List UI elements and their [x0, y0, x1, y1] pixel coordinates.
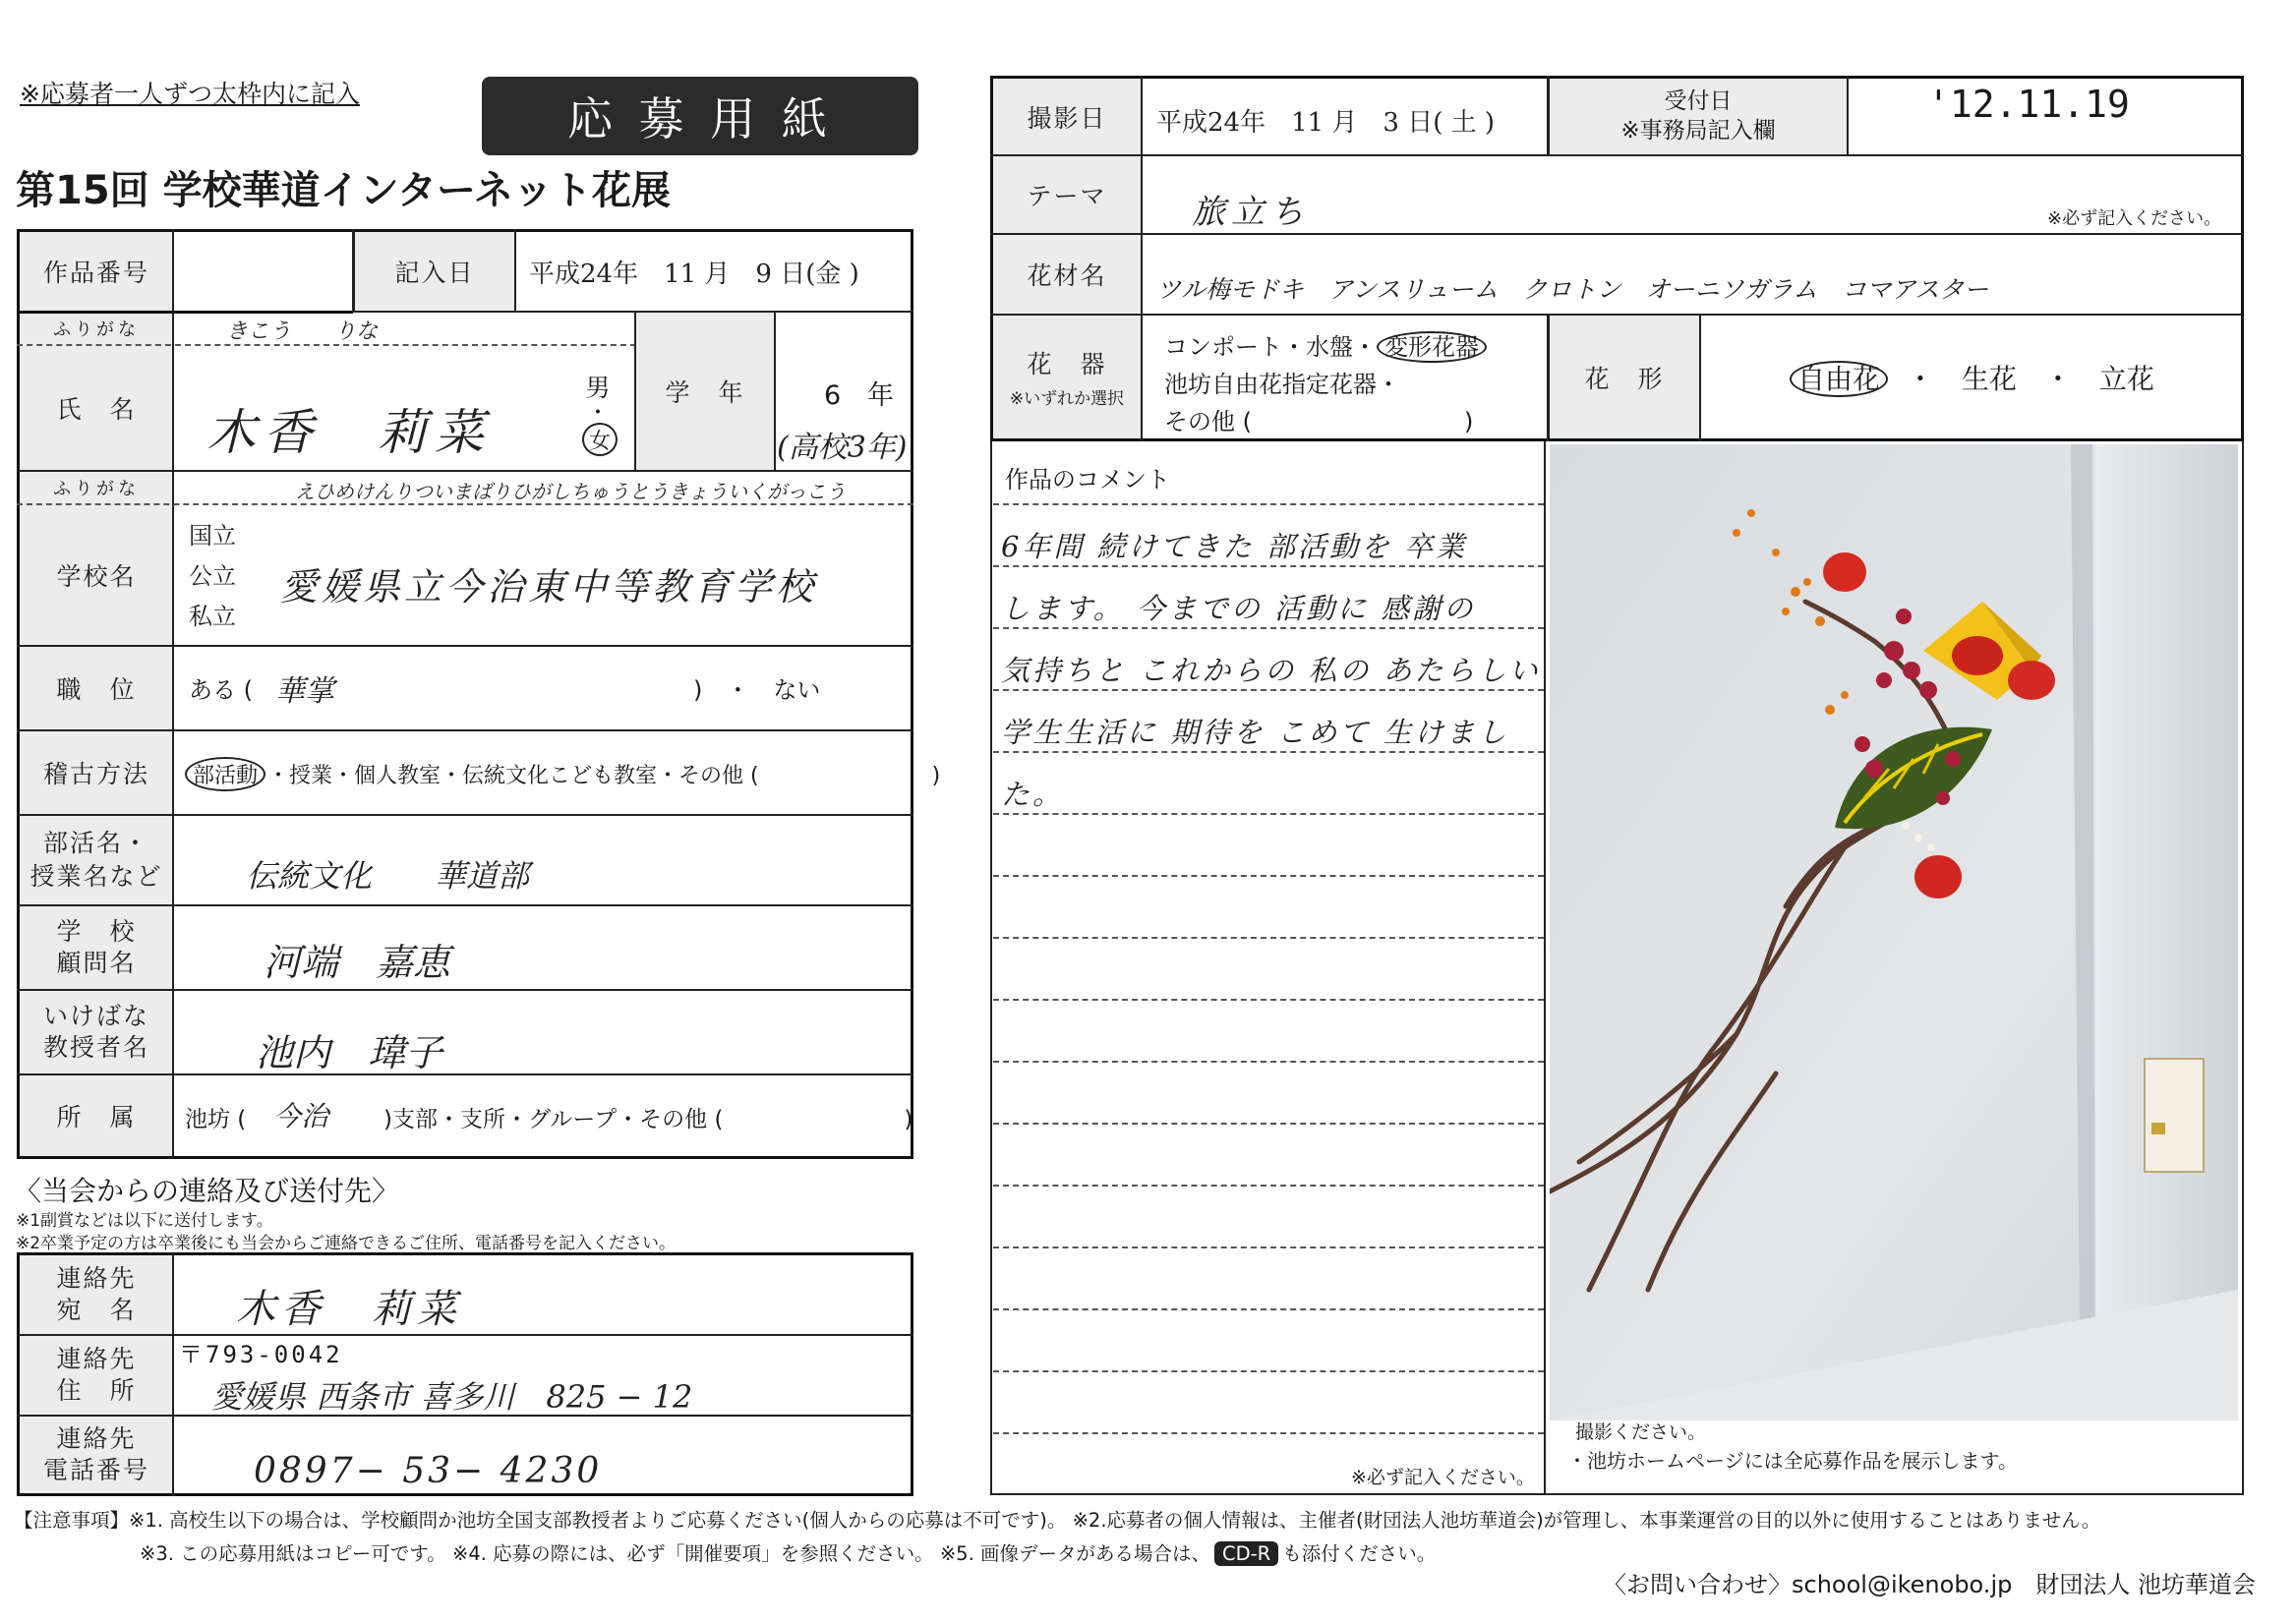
comment-ruled-line: [993, 627, 1544, 629]
vessel-opt-1a[interactable]: コンポート・水盤・: [1164, 333, 1377, 361]
footer-note-label: 【注意事項】: [14, 1509, 130, 1532]
club-label-line1: 部活名・: [42, 829, 149, 857]
contact-name-label-line1: 連絡先: [56, 1264, 137, 1293]
theme-label: テーマ: [993, 156, 1141, 233]
photo-note-2: ・池坊ホームページには全応募作品を展示します。: [1567, 1449, 2018, 1473]
comment-ruled-line: [993, 1246, 1544, 1248]
footer-notes: [14, 1504, 2100, 1571]
material-label: 花材名: [993, 235, 1141, 314]
advisor-label-line1: 学 校: [56, 917, 137, 946]
comment-ruled-line: [993, 1185, 1544, 1187]
photo-date-label: 撮影日: [993, 79, 1141, 155]
theme-value[interactable]: 旅立ち: [1192, 193, 1310, 232]
practice-circled[interactable]: 部活動: [185, 757, 265, 791]
contact-addr-label-line1: 連絡先: [56, 1345, 137, 1373]
contact-note-2: ※2卒業予定の方は卒業後にも当会からご連絡できるご住所、電話番号を記入ください。: [16, 1234, 677, 1253]
school-value[interactable]: 愛媛県立今治東中等教育学校: [280, 565, 818, 609]
affiliation-suffix[interactable]: )支部・支所・グループ・その他 ( ): [383, 1107, 913, 1132]
contact-note-1: ※1副賞などは以下に送付します。: [16, 1211, 273, 1231]
affiliation-value[interactable]: 今治: [273, 1100, 329, 1132]
comment-ruled-line: [993, 689, 1544, 691]
furigana-label-2: ふりがな: [53, 479, 140, 499]
cd-r-badge: CD-R: [1214, 1541, 1278, 1566]
contact-tel-label-line2: 電話番号: [42, 1456, 149, 1484]
contact-name-label-line2: 宛 名: [56, 1296, 137, 1324]
work-no-label: 作品番号: [42, 259, 149, 287]
style-rest[interactable]: ・ 生花 ・ 立花: [1906, 363, 2154, 395]
vessel-sub-label: ※いずれか選択: [1009, 389, 1125, 409]
comment-ruled-line: [993, 937, 1544, 939]
style-label: 花 形: [1550, 316, 1699, 438]
vessel-opt-3[interactable]: その他 ( ): [1164, 408, 1474, 435]
club-value[interactable]: 伝統文化 華道部: [246, 857, 530, 895]
work-no-field[interactable]: [175, 232, 352, 311]
vessel-opt-1b[interactable]: 変形花器: [1377, 331, 1487, 363]
event-title: 第15回 学校華道インターネット花展: [16, 168, 671, 213]
comment-ruled-line: [993, 875, 1544, 877]
footer-note-2a: ※3. この応募用紙はコピー可です。 ※4. 応募の際には、必ず「開催要項」を参照ください。 ※5. 画像データがある場合は、: [140, 1542, 1210, 1565]
entry-date-label: 記入日: [355, 232, 514, 311]
advisor-value[interactable]: 河端 嘉恵: [264, 941, 451, 984]
vessel-label: 花 器: [1027, 350, 1107, 378]
gender-female[interactable]: 女: [582, 423, 618, 456]
theme-required-note: ※必ず記入ください。: [2047, 208, 2222, 229]
comment-ruled-line: [993, 999, 1544, 1001]
comment-ruled-line: [993, 1432, 1544, 1434]
comment-ruled-line: [993, 813, 1544, 815]
position-yes[interactable]: ある (: [189, 676, 253, 704]
club-label-line2: 授業名など: [29, 862, 163, 891]
style-circled[interactable]: 自由花: [1790, 361, 1888, 397]
contact-name-label: [20, 1255, 173, 1334]
material-value[interactable]: ツル梅モドキ アンスリューム クロトン オーニソガラム コマアスター: [1156, 275, 1989, 304]
name-furigana[interactable]: きこう りな: [226, 319, 379, 344]
comment-ruled-line: [993, 751, 1544, 753]
teacher-value[interactable]: 池内 瑋子: [256, 1031, 443, 1074]
comment-line[interactable]: します。 今までの 活動に 感謝の: [1001, 592, 1476, 625]
comment-ruled-line: [993, 503, 1544, 505]
school-label: 学校名: [56, 562, 137, 591]
footer-note-2b: も添付ください。: [1282, 1542, 1437, 1565]
comment-line[interactable]: 6年間 続けてきた 部活動を 卒業: [1001, 530, 1468, 563]
comment-ruled-line: [993, 1123, 1544, 1125]
school-type-private[interactable]: 私立: [189, 603, 236, 630]
vessel-options: [1164, 328, 1487, 440]
form-title-badge: 応 募 用 紙: [482, 77, 918, 155]
practice-options[interactable]: ・授業・個人教室・伝統文化こども教室・その他 ( ): [267, 764, 941, 788]
tel-value[interactable]: 0897− 53− 4230: [254, 1451, 603, 1491]
received-label-line2: ※事務局記入欄: [1620, 118, 1776, 144]
comment-ruled-line: [993, 1061, 1544, 1063]
top-note: ※応募者一人ずつ太枠内に記入: [20, 80, 360, 108]
comment-ruled-line: [993, 565, 1544, 567]
grade-value[interactable]: 6 年: [824, 380, 895, 411]
position-no[interactable]: ) ・ ない: [693, 676, 821, 704]
received-label-line1: 受付日: [1664, 88, 1733, 114]
comment-line[interactable]: 学生生活に 期待を こめて 生けまし: [1001, 716, 1509, 749]
arrangement-image: [1550, 444, 2238, 1420]
comment-label: 作品のコメント: [1005, 466, 1170, 493]
name-label: 氏 名: [56, 395, 137, 424]
received-value: '12.11.19: [1927, 83, 2130, 126]
school-type-public[interactable]: 公立: [189, 562, 236, 590]
contact-heading: 〈当会からの連絡及び送付先〉: [14, 1175, 400, 1207]
footer-note-1: ※1. 高校生以下の場合は、学校顧問か池坊全国支部教授者よりご応募ください(個人からの応募は不可です)。 ※2.応募者の個人情報は、主催者(財団法人池坊華道会)が管理し、本事業運営の目的以外に使用することはありません。: [129, 1509, 2101, 1532]
contact-tel-label: [20, 1417, 173, 1493]
entry-date-value[interactable]: 平成24年 11 月 9 日(金 ): [529, 260, 859, 289]
grade-note: (高校3年): [777, 431, 908, 465]
affiliation-label: 所 属: [56, 1103, 137, 1131]
footer-contact: 〈お問い合わせ〉school@ikenobo.jp 財団法人 池坊華道会: [1603, 1571, 2256, 1598]
postal-code[interactable]: 〒793-0042: [179, 1341, 343, 1368]
address-value[interactable]: 愛媛県 西条市 喜多川 825 − 12: [211, 1378, 693, 1416]
comment-ruled-line: [993, 1308, 1544, 1310]
affiliation-prefix[interactable]: 池坊 (: [185, 1107, 247, 1132]
contact-addr-label-line2: 住 所: [56, 1376, 137, 1405]
photo-note-1: 撮影ください。: [1575, 1421, 1707, 1443]
school-type-national[interactable]: 国立: [189, 522, 236, 550]
contact-addr-label: [20, 1336, 173, 1415]
advisor-label: [20, 906, 173, 989]
name-value[interactable]: 木香 莉菜: [206, 404, 492, 461]
position-value[interactable]: 華掌: [275, 674, 334, 709]
furigana-label: ふりがな: [53, 319, 140, 340]
school-furigana[interactable]: えひめけんりついまばりひがしちゅうとうきょういくがっこう: [295, 480, 846, 503]
vessel-label-cell: [993, 316, 1141, 438]
photo-date-value[interactable]: 平成24年 11 月 3 日( 土 ): [1156, 108, 1496, 138]
comment-line[interactable]: た。: [1001, 778, 1065, 811]
gender-dot: ・: [586, 400, 609, 426]
received-label: [1550, 79, 1847, 153]
vessel-opt-2[interactable]: 池坊自由花指定花器・: [1164, 371, 1400, 398]
contact-tel-label-line1: 連絡先: [56, 1424, 137, 1453]
comment-ruled-line: [993, 1370, 1544, 1372]
comment-required-note: ※必ず記入ください。: [1351, 1467, 1535, 1488]
teacher-label-line1: いけばな: [42, 1002, 149, 1030]
gender-male[interactable]: 男: [585, 374, 611, 402]
style-options: [1790, 358, 2154, 397]
position-label: 職 位: [56, 675, 137, 704]
advisor-label-line2: 顧問名: [56, 949, 137, 977]
arrangement-photo: [1550, 444, 2238, 1420]
grade-label: 学 年: [636, 313, 774, 470]
practice-label: 稽古方法: [42, 760, 149, 788]
teacher-label-line2: 教授者名: [42, 1033, 149, 1062]
contact-name-value[interactable]: 木香 莉菜: [236, 1287, 462, 1332]
club-label: [20, 816, 173, 904]
comment-line[interactable]: 気持ちと これからの 私の あたらしい: [1001, 654, 1541, 687]
teacher-label: [20, 991, 173, 1073]
